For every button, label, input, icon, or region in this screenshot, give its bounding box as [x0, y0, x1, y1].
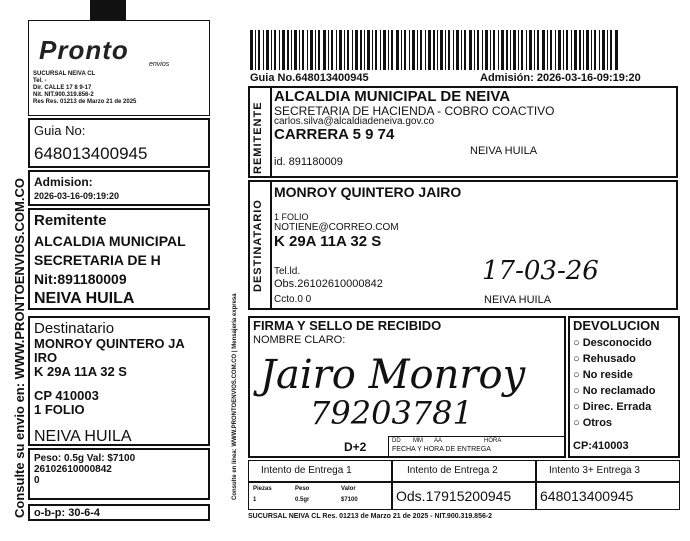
dest-city: NEIVA HUILA [34, 428, 132, 445]
left-admision-box: Admision: 2026-03-16-09:19:20 [28, 170, 210, 206]
devolucion-option: ○ No reclamado [573, 385, 656, 397]
devolucion-option: ○ Desconocido [573, 337, 652, 349]
left-destinatario-box: Destinatario MONROY QUINTERO JA IRO K 29A 11A 32 S CP 410003 1 FOLIO NEIVA HUILA [28, 316, 210, 446]
devolucion-option: ○ No reside [573, 369, 633, 381]
radio-circle-icon: ○ [573, 353, 583, 365]
radio-circle-icon: ○ [573, 401, 583, 413]
left-logo-box: Pronto envios SUCURSAL NEIVA CL Tel. - Dir. CALLE 17 8 9-17 Nit. NIT.900.319.856-2 Res Res. 01213 de Marzo 21 de 2025 [28, 20, 210, 116]
devolucion-option: ○ Otros [573, 417, 613, 429]
right-footer: SUCURSAL NEIVA CL Res. 01213 de Marzo 21 de 2025 - NIT.900.319.856-2 [248, 513, 493, 520]
devolucion-option: ○ Rehusado [573, 353, 636, 365]
devolucion-box: DEVOLUCION ○ Desconocido ○ Rehusado ○ No reside ○ No reclamado ○ Direc. Errada ○ Otros CP:410003 [568, 316, 680, 458]
admision-header: Admisión: 2026-03-16-09:19:20 [480, 72, 641, 84]
intento-1: Intento de Entrega 1 [248, 460, 392, 482]
firma-box: FIRMA Y SELLO DE RECIBIDO NOMBRE CLARO: Jairo Monroy 79203781 D+2 DD MM AA HORA FECHA Y HORA DE ENTREGA [248, 316, 566, 458]
ods-box: Ods.17915200945 [392, 482, 536, 510]
radio-circle-icon: ○ [573, 385, 583, 397]
intento-3: Intento 3+ Entrega 3 [536, 460, 680, 482]
guia-bottom-box: 648013400945 [536, 482, 680, 510]
left-footer-box: o-b-p: 30-6-4 [28, 504, 210, 521]
left-guia-box: Guia No: 648013400945 [28, 118, 210, 168]
fecha-entrega-box: DD MM AA HORA FECHA Y HORA DE ENTREGA [388, 436, 566, 458]
remitente-box: REMITENTE ALCALDIA MUNICIPAL DE NEIVA SECRETARIA DE HACIENDA - COBRO COACTIVO carlos.silva@alcaldiadeneiva.gov.co CARRERA 5 9 74 NEIVA HUILA id. 891180009 [248, 86, 678, 178]
destinatario-tab: DESTINATARIO [252, 199, 264, 292]
right-vertical-url: Consulte en línea: WWW.PRONTOENVIOS.COM.CO | Mensajería expresa [232, 293, 238, 500]
barcode [250, 30, 620, 70]
pronto-logo: Pronto [39, 35, 129, 65]
destinatario-box: DESTINATARIO MONROY QUINTERO JAIRO 1 FOLIO NOTIENE@CORREO.COM K 29A 11A 32 S Tel.ld. Obs.26102610000842 Ccto.0 0 NEIVA HUILA 17-03-26 [248, 180, 678, 310]
guia-header: Guia No.648013400945 [250, 72, 369, 84]
left-remitente-box: Remitente ALCALDIA MUNICIPAL SECRETARIA DE H Nit:891180009 NEIVA HUILA [28, 208, 210, 310]
devolucion-option: ○ Direc. Errada [573, 401, 652, 413]
remitente-tab: REMITENTE [252, 101, 264, 174]
handwritten-date: 17-03-26 [482, 256, 599, 286]
piezas-box: Piezas Peso Valor 1 0.5gr $7100 [248, 482, 392, 510]
signature-name: Jairo Monroy [260, 352, 526, 398]
intento-2: Intento de Entrega 2 [392, 460, 536, 482]
signature-id: 79203781 [310, 394, 473, 432]
branch-info: SUCURSAL NEIVA CL Tel. - Dir. CALLE 17 8 9-17 Nit. NIT.900.319.856-2 Res Res. 01213 de Marzo 21 de 2025 [33, 71, 137, 105]
guia-number: 648013400945 [34, 144, 148, 163]
left-vertical-url: Consulte su envio en: WWW.PRONTOENVIOS.COM.CO [12, 178, 27, 518]
top-black-tab [90, 0, 126, 20]
radio-circle-icon: ○ [573, 369, 583, 381]
radio-circle-icon: ○ [573, 417, 583, 429]
left-peso-box: Peso: 0.5g Val: $7100 26102610000842 0 [28, 448, 210, 500]
radio-circle-icon: ○ [573, 337, 583, 349]
